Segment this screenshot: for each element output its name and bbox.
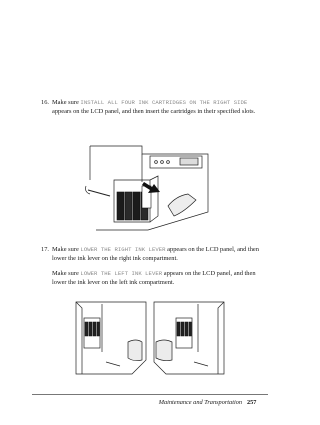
footer-divider	[32, 394, 268, 395]
lcd-message: INSTALL ALL FOUR INK CARTRIDGES ON THE RIGHT SIDE	[80, 99, 248, 106]
step-17	[41, 246, 263, 287]
lcd-message: LOWER THE RIGHT INK LEVER	[80, 246, 166, 253]
step-number: 16.	[41, 99, 49, 106]
page-number: 257	[247, 399, 257, 406]
step-text: Make sure LOWER THE RIGHT INK LEVER appears on the LCD panel, and then lower the ink lever on the right ink compartment.	[52, 246, 259, 262]
step-text: Make sure INSTALL ALL FOUR INK CARTRIDGES ON THE RIGHT SIDE appears on the LCD panel, and then insert the cartridges in their specified slots.	[52, 99, 256, 115]
lcd-message: LOWER THE LEFT INK LEVER	[80, 270, 163, 278]
cartridge-insertion-illustration	[84, 142, 214, 234]
right-ink-lever-illustration	[70, 300, 150, 378]
left-ink-lever-illustration	[150, 300, 230, 378]
step-text-left-lever: Make sure LOWER THE LEFT INK LEVER appears on the LCD panel, and then lower the ink lever on the left ink compartment.	[52, 270, 256, 286]
footer-section-title: Maintenance and Transportation	[158, 399, 242, 406]
step-number: 17.	[41, 246, 49, 253]
step-16	[41, 99, 263, 116]
